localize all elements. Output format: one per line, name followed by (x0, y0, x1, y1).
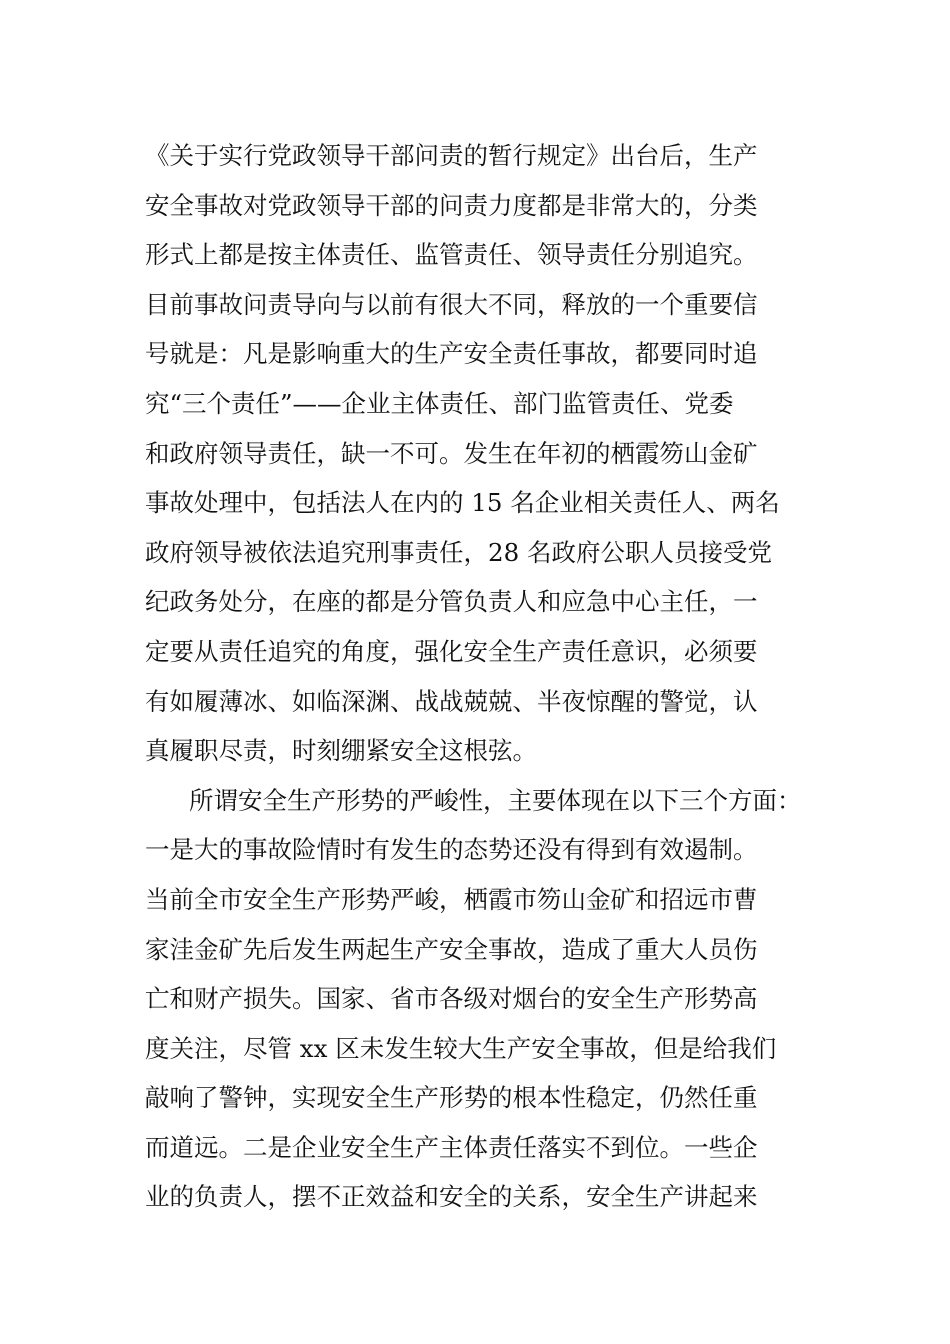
text-line: 而道远。二是企业安全生产主体责任落实不到位。一些企 (145, 1132, 758, 1162)
text-line: 一是大的事故险情时有发生的态势还没有得到有效遏制。 (145, 835, 758, 865)
text-line: 目前事故问责导向与以前有很大不同，释放的一个重要信 (145, 289, 758, 319)
text-line: 当前全市安全生产形势严峻，栖霞市笏山金矿和招远市曹 (145, 884, 758, 914)
text-line: 究“三个责任”——企业主体责任、部门监管责任、党委 (145, 388, 734, 418)
text-line: 和政府领导责任，缺一不可。发生在年初的栖霞笏山金矿 (145, 438, 758, 468)
text-line: 真履职尽责，时刻绷紧安全这根弦。 (145, 736, 537, 766)
text-line: 所谓安全生产形势的严峻性，主要体现在以下三个方面： (189, 785, 802, 815)
text-line: 号就是：凡是影响重大的生产安全责任事故，都要同时追 (145, 339, 758, 369)
text-line: 亡和财产损失。国家、省市各级对烟台的安全生产形势高 (145, 984, 758, 1014)
text-line: 《关于实行党政领导干部问责的暂行规定》出台后，生产 (145, 141, 758, 170)
text-line: 有如履薄冰、如临深渊、战战兢兢、半夜惊醒的警觉，认 (145, 686, 758, 716)
paragraph-1 (145, 131, 835, 776)
text-line: 业的负责人，摆不正效益和安全的关系，安全生产讲起来 (145, 1182, 758, 1212)
document-body (145, 131, 835, 1222)
paragraph-2 (145, 776, 835, 1222)
text-line: 家洼金矿先后发生两起生产安全事故，造成了重大人员伤 (145, 934, 758, 964)
text-line: 度关注，尽管 xx 区未发生较大生产安全事故，但是给我们 (145, 1033, 777, 1063)
text-line: 政府领导被依法追究刑事责任，28 名政府公职人员接受党 (145, 537, 772, 567)
text-line: 定要从责任追究的角度，强化安全生产责任意识，必须要 (145, 636, 758, 666)
text-line: 纪政务处分，在座的都是分管负责人和应急中心主任，一 (145, 587, 758, 617)
text-line: 安全事故对党政领导干部的问责力度都是非常大的，分类 (145, 190, 758, 220)
text-line: 形式上都是按主体责任、监管责任、领导责任分别追究。 (145, 240, 758, 270)
text-line: 敲响了警钟，实现安全生产形势的根本性稳定，仍然任重 (145, 1083, 758, 1113)
text-line: 事故处理中，包括法人在内的 15 名企业相关责任人、两名 (145, 488, 780, 518)
